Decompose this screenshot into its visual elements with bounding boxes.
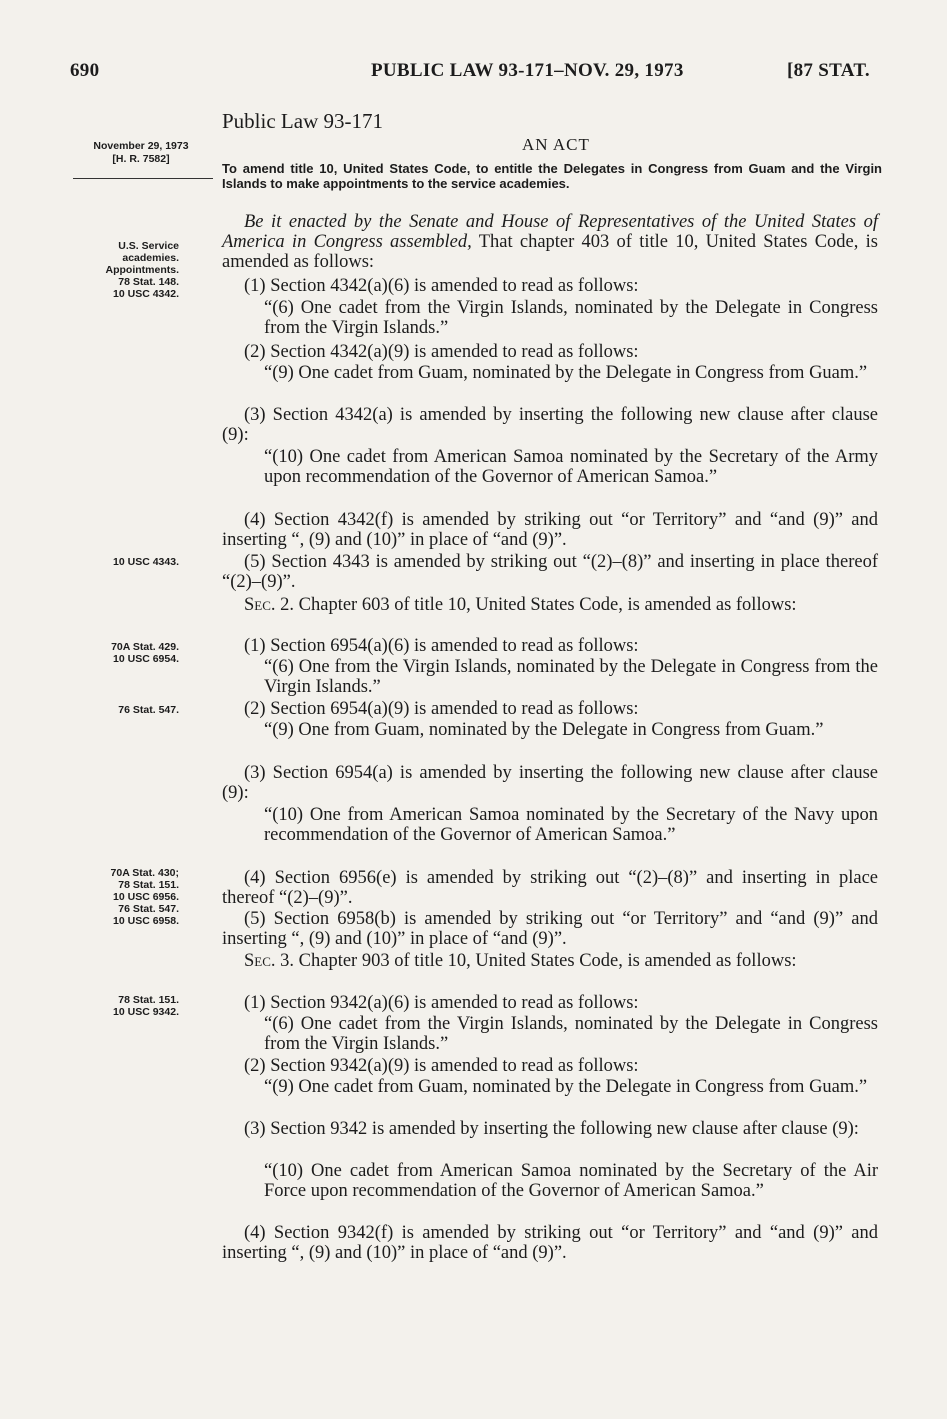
margin-note-70a-stat-430 — [39, 867, 179, 927]
section-paragraph — [222, 596, 878, 616]
quoted-clause: “(9) One cadet from Guam, nominated by the Delegate in Congress from Guam.” — [264, 363, 868, 383]
paragraph: (2) Section 6954(a)(9) is amended to read as follows: — [244, 699, 639, 719]
margin-line: 10 USC 6954. — [113, 653, 179, 665]
section-paragraph — [222, 952, 878, 972]
paragraph: (1) Section 9342(a)(6) is amended to read as follows: — [244, 993, 639, 1013]
margin-line: 10 USC 6956. — [113, 891, 179, 903]
margin-note-70a-stat-429 — [39, 641, 179, 665]
paragraph: (3) Section 6954(a) is amended by inserting the following new clause after clause (9): — [222, 763, 878, 803]
quoted-clause-text: “(6) One cadet from the Virgin Islands, nominated by the Delegate in Congress from the Virgin Islands.” — [264, 298, 878, 338]
margin-note-service-academies — [39, 240, 179, 300]
paragraph: (5) Section 6958(b) is amended by striking out “or Territory” and “and (9)” and inserting “, (9) and (10)” in place of “and (9)”. — [222, 909, 878, 949]
page-number: 690 — [70, 60, 100, 81]
quoted-clause: “(6) One cadet from the Virgin Islands, nominated by the Delegate in Congress from the Virgin Islands.” — [264, 1014, 878, 1054]
quoted-clause: “(10) One cadet from American Samoa nominated by the Secretary of the Air Force upon recommendation of the Governor of American Samoa.” — [264, 1161, 878, 1201]
margin-line: 76 Stat. 547. — [118, 903, 179, 915]
quoted-clause: “(9) One from Guam, nominated by the Delegate in Congress from Guam.” — [264, 720, 824, 740]
quoted-clause: “(10) One from American Samoa nominated by the Secretary of the Navy upon recommendation of the Governor of American Samoa.” — [264, 805, 878, 845]
section-label: Sec. — [244, 951, 276, 971]
section-text: 2. Chapter 603 of title 10, United States Code, is amended as follows: — [275, 595, 797, 615]
margin-bill-number: [H. R. 7582] — [112, 153, 170, 165]
section-text: 3. Chapter 903 of title 10, United States Code, is amended as follows: — [275, 951, 797, 971]
enacting-rest: That chapter 403 of title 10, United States Code, is amended as follows: — [222, 231, 878, 272]
enacting-clause — [222, 213, 878, 272]
law-title: Public Law 93-171 — [222, 109, 383, 133]
margin-line: 78 Stat. 148. — [118, 276, 179, 288]
paragraph: (3) Section 4342(a) is amended by inserting the following new clause after clause (9): — [222, 405, 878, 445]
margin-date: November 29, 1973 — [93, 140, 189, 152]
margin-line: 78 Stat. 151. — [118, 879, 179, 891]
quoted-clause: “(6) One from the Virgin Islands, nominated by the Delegate in Congress from the Virgin Islands.” — [264, 657, 878, 697]
margin-line: 10 USC 9342. — [113, 1006, 179, 1018]
paragraph: (4) Section 6956(e) is amended by striking out “(2)–(8)” and inserting in place thereof “(2)–(9)”. — [222, 868, 878, 908]
paragraph: (4) Section 4342(f) is amended by striking out “or Territory” and “and (9)” and inserting “, (9) and (10)” in place of “and (9)”. — [222, 510, 878, 550]
paragraph: (3) Section 9342 is amended by inserting the following new clause after clause (9): — [244, 1119, 859, 1139]
margin-note-76-stat-547: 76 Stat. 547. — [118, 704, 179, 716]
paragraph: (4) Section 9342(f) is amended by striking out “or Territory” and “and (9)” and inserting “, (9) and (10)” in place of “and (9)”. — [222, 1223, 878, 1263]
margin-line: 70A Stat. 429. — [111, 641, 179, 653]
enacting-italic: Be it enacted by the Senate and House of Representatives of the United States of America in Congress assembled, — [222, 212, 878, 252]
quoted-clause: “(9) One cadet from Guam, nominated by the Delegate in Congress from Guam.” — [264, 1077, 868, 1097]
running-title: PUBLIC LAW 93-171–NOV. 29, 1973 — [371, 60, 684, 81]
margin-rule — [73, 178, 213, 179]
margin-note-78-stat-151 — [39, 994, 179, 1018]
margin-note-10usc4343: 10 USC 4343. — [113, 556, 179, 568]
margin-line: 10 USC 4342. — [113, 288, 179, 300]
margin-line: academies. — [122, 252, 179, 264]
paragraph: (2) Section 4342(a)(9) is amended to read as follows: — [244, 342, 639, 362]
margin-line: 78 Stat. 151. — [118, 994, 179, 1006]
quoted-clause: “(10) One cadet from American Samoa nominated by the Secretary of the Army upon recommendation of the Governor of American Samoa.” — [264, 447, 878, 487]
act-heading: AN ACT — [522, 135, 590, 154]
paragraph: (1) Section 6954(a)(6) is amended to read as follows: — [244, 636, 639, 656]
paragraph: (5) Section 4343 is amended by striking out “(2)–(8)” and inserting in place thereof “(2)–(9)”. — [222, 552, 878, 592]
section-label: Sec. — [244, 595, 276, 615]
margin-line: 70A Stat. 430; — [110, 867, 179, 879]
act-purpose: To amend title 10, United States Code, to entitle the Delegates in Congress from Guam and the Virgin Islands to make appointments to the service academies. — [222, 161, 882, 191]
margin-line: 10 USC 6958. — [113, 915, 179, 927]
margin-line: Appointments. — [105, 264, 179, 276]
quoted-clause — [264, 299, 878, 339]
paragraph: (1) Section 4342(a)(6) is amended to read as follows: — [244, 276, 639, 296]
paragraph: (2) Section 9342(a)(9) is amended to read as follows: — [244, 1056, 639, 1076]
statute-reference: [87 STAT. — [787, 60, 870, 81]
margin-line: U.S. Service — [118, 240, 179, 252]
